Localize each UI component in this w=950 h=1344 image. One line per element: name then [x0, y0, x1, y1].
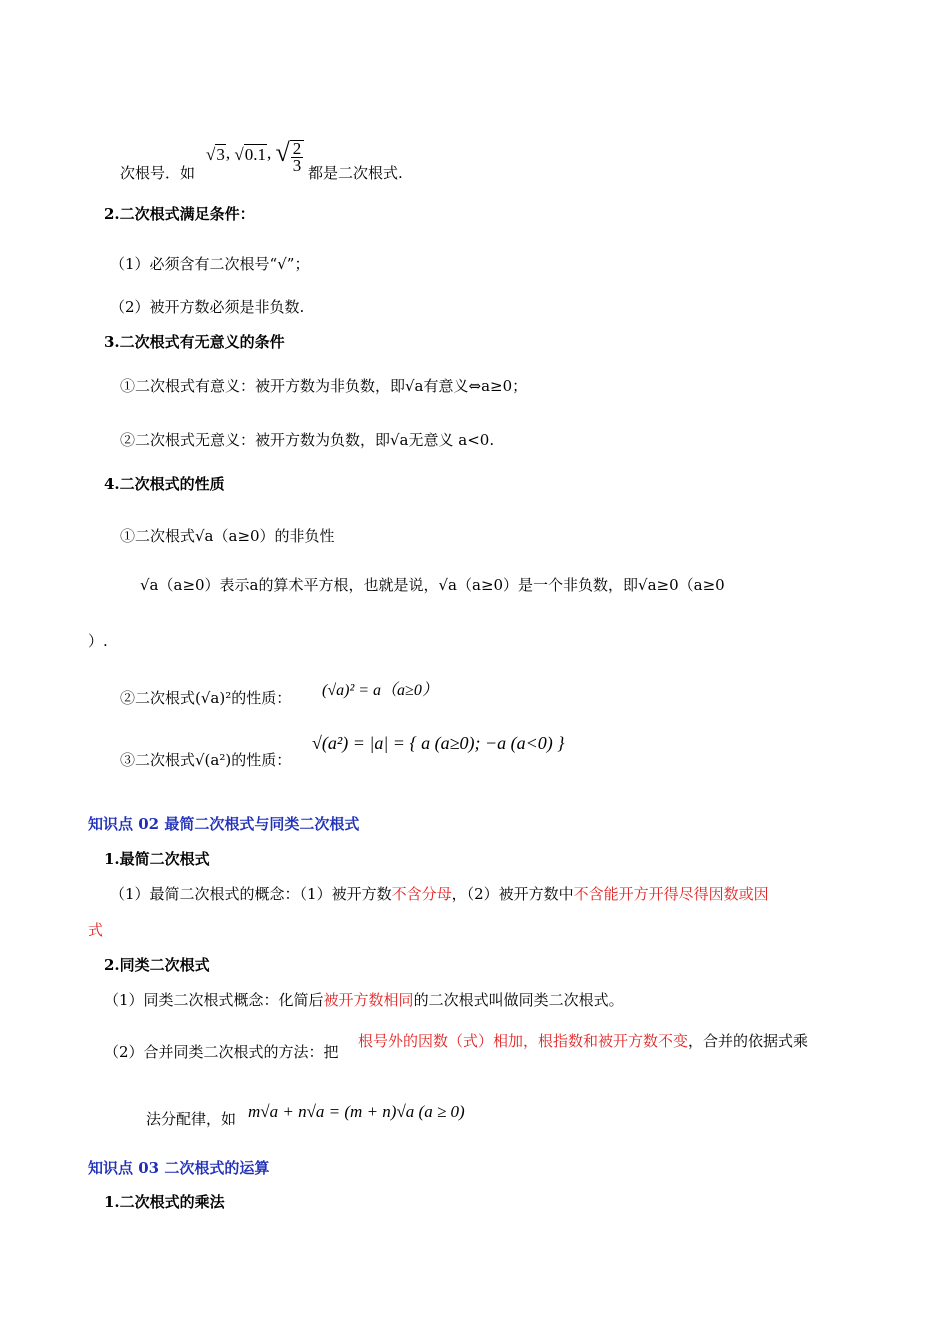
kp02-subtitle-2: 2.同类二次根式	[104, 956, 210, 974]
section-2-condition-1: （1）必须含有二次根号“√”；	[110, 255, 310, 273]
property-2-formula: (√a)² = a（a≥0）	[322, 682, 438, 699]
kp02-line-1-text-b: ，（2）被开方数中	[451, 885, 574, 903]
kp02-line-2-text-a: （1）同类二次根式概念：化简后	[104, 991, 324, 1009]
intro-examples-formula: √3, √0.1, √ $\frac{2}{3}$	[206, 128, 304, 178]
property-3-label: ③二次根式√(a²)的性质：	[120, 751, 292, 769]
kp03-subtitle-1: 1.二次根式的乘法	[104, 1193, 225, 1211]
section-3-condition-1: ①二次根式有意义：被开方数为非负数，即√a有意义⇔a≥0；	[120, 377, 528, 395]
kp02-line-1-red-3: 式	[88, 921, 104, 939]
kp02-subtitle-1: 1.最简二次根式	[104, 850, 210, 868]
kp02-line-3-text-b: ，合并的依据式乘	[688, 1032, 809, 1050]
section-3-condition-2: ②二次根式无意义：被开方数为负数，即√a无意义 a<0.	[120, 431, 495, 449]
section-2-title: 2.二次根式满足条件：	[104, 205, 255, 223]
kp02-line-1-text-a: （1）最简二次根式的概念：（1）被开方数	[110, 885, 392, 903]
property-2-label: ②二次根式(√a)²的性质：	[120, 689, 292, 707]
kp02-line-3-text-a: （2）合并同类二次根式的方法：把	[104, 1043, 339, 1061]
section-2-condition-2: （2）被开方数必须是非负数.	[110, 298, 305, 316]
kp02-line-2-text-b: 的二次根式叫做同类二次根式。	[413, 991, 624, 1009]
kp02-line-2	[104, 990, 624, 1010]
property-1-body: √a（a≥0）表示a的算术平方根，也就是说，√a（a≥0）是一个非负数，即√a≥0（a≥0	[140, 576, 725, 594]
kp02-line-4-text-a: 法分配律，如	[146, 1110, 237, 1128]
kp02-line-1	[110, 884, 769, 904]
kp02-heading: 知识点 02 最简二次根式与同类二次根式	[88, 815, 360, 833]
kp02-line-1-red-2: 不含能开方开得尽得因数或因	[573, 885, 769, 903]
intro-suffix: 都是二次根式.	[308, 164, 403, 182]
kp02-line-2-red: 被开方数相同	[323, 991, 414, 1009]
kp03-heading: 知识点 03 二次根式的运算	[88, 1159, 270, 1177]
kp02-line-4-formula: m√a + n√a = (m + n)√a (a ≥ 0)	[248, 1102, 465, 1121]
property-1-label: ①二次根式√a（a≥0）的非负性	[120, 527, 335, 545]
property-3-formula: √(a²) = |a| = { a (a≥0); −a (a<0) }	[312, 733, 565, 753]
property-1-end: ）.	[88, 632, 108, 650]
kp02-line-1-red-1: 不含分母	[391, 885, 452, 903]
kp02-line-3-red: 根号外的因数（式）相加，根指数和被开方数不变	[358, 1032, 689, 1050]
intro-prefix: 次根号．如	[120, 164, 196, 182]
section-3-title: 3.二次根式有无意义的条件	[104, 333, 285, 351]
section-4-title: 4.二次根式的性质	[104, 475, 225, 493]
kp02-line-3	[358, 1031, 808, 1051]
